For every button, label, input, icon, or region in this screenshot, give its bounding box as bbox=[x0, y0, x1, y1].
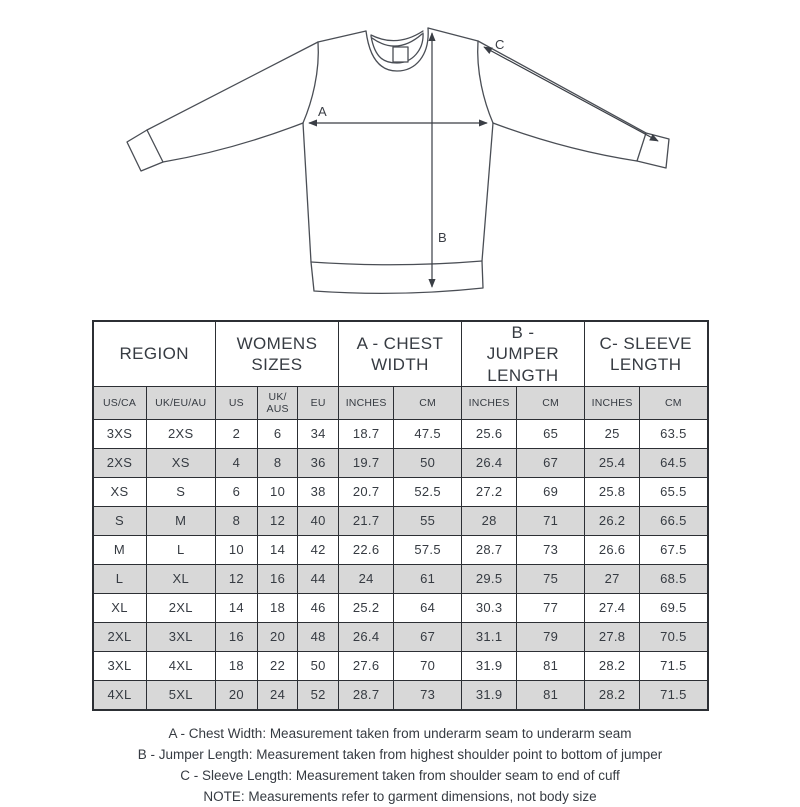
table-row bbox=[93, 477, 708, 506]
table-cell: XL bbox=[146, 564, 215, 593]
table-cell: 65.5 bbox=[640, 477, 708, 506]
table-cell: 6 bbox=[257, 419, 298, 448]
table-cell: 4XL bbox=[146, 651, 215, 680]
table-cell: 44 bbox=[298, 564, 339, 593]
table-cell: L bbox=[93, 564, 147, 593]
table-cell: 16 bbox=[215, 622, 257, 651]
table-cell: S bbox=[146, 477, 215, 506]
table-cell: 40 bbox=[298, 506, 339, 535]
table-cell: 20 bbox=[215, 680, 257, 710]
table-cell: 20.7 bbox=[338, 477, 393, 506]
table-cell: 42 bbox=[298, 535, 339, 564]
table-cell: 46 bbox=[298, 593, 339, 622]
header-chest-width: A - CHEST WIDTH bbox=[338, 321, 461, 386]
right-armhole-seam bbox=[478, 41, 493, 123]
table-cell: 57.5 bbox=[394, 535, 462, 564]
subheader-sleeve-inches: INCHES bbox=[584, 386, 639, 419]
table-cell: 4XL bbox=[93, 680, 147, 710]
measure-label-sleeve: C bbox=[495, 37, 505, 52]
jumper-diagram-svg bbox=[0, 0, 800, 312]
header-womens-sizes: WOMENS SIZES bbox=[215, 321, 338, 386]
table-cell: 67 bbox=[394, 622, 462, 651]
table-cell: 61 bbox=[394, 564, 462, 593]
table-cell: 25.4 bbox=[584, 448, 639, 477]
hem-band-top bbox=[311, 261, 482, 265]
table-row bbox=[93, 680, 708, 710]
table-cell: 25.6 bbox=[461, 419, 516, 448]
table-cell: 81 bbox=[517, 680, 585, 710]
table-cell: 27.8 bbox=[584, 622, 639, 651]
subheader-row bbox=[93, 386, 708, 419]
table-cell: 28 bbox=[461, 506, 516, 535]
table-row bbox=[93, 593, 708, 622]
table-cell: 2XS bbox=[146, 419, 215, 448]
table-cell: 28.7 bbox=[338, 680, 393, 710]
table-cell: 3XL bbox=[93, 651, 147, 680]
right-shoulder-line bbox=[428, 28, 478, 41]
table-cell: 71 bbox=[517, 506, 585, 535]
table-cell: 29.5 bbox=[461, 564, 516, 593]
subheader-length-cm: CM bbox=[517, 386, 585, 419]
table-cell: 69.5 bbox=[640, 593, 708, 622]
table-row bbox=[93, 535, 708, 564]
table-cell: 26.2 bbox=[584, 506, 639, 535]
table-cell: 73 bbox=[394, 680, 462, 710]
table-cell: 52 bbox=[298, 680, 339, 710]
table-cell: XL bbox=[93, 593, 147, 622]
table-cell: 24 bbox=[257, 680, 298, 710]
subheader-us-ca: US/CA bbox=[93, 386, 147, 419]
header-sleeve-length: C- SLEEVE LENGTH bbox=[584, 321, 707, 386]
table-cell: 69 bbox=[517, 477, 585, 506]
table-cell: 31.9 bbox=[461, 651, 516, 680]
table-cell: 2XL bbox=[93, 622, 147, 651]
table-cell: 67 bbox=[517, 448, 585, 477]
table-cell: 3XL bbox=[146, 622, 215, 651]
table-row bbox=[93, 651, 708, 680]
table-cell: 66.5 bbox=[640, 506, 708, 535]
table-cell: 38 bbox=[298, 477, 339, 506]
table-cell: 6 bbox=[215, 477, 257, 506]
table-cell: 71.5 bbox=[640, 651, 708, 680]
table-cell: XS bbox=[146, 448, 215, 477]
subheader-chest-inches: INCHES bbox=[338, 386, 393, 419]
subheader-uk-aus: UK/ AUS bbox=[257, 386, 298, 419]
table-cell: 18 bbox=[215, 651, 257, 680]
table-cell: 10 bbox=[257, 477, 298, 506]
body-right-seam bbox=[482, 123, 493, 261]
table-cell: 25.2 bbox=[338, 593, 393, 622]
neck-tag bbox=[393, 47, 408, 62]
table-cell: 70 bbox=[394, 651, 462, 680]
header-jumper-length: B - JUMPER LENGTH bbox=[461, 321, 584, 386]
table-cell: 26.4 bbox=[461, 448, 516, 477]
table-cell: 67.5 bbox=[640, 535, 708, 564]
table-cell: 50 bbox=[298, 651, 339, 680]
body-left-seam bbox=[303, 123, 311, 262]
table-cell: 52.5 bbox=[394, 477, 462, 506]
table-cell: 64 bbox=[394, 593, 462, 622]
subheader-uk-eu-au: UK/EU/AU bbox=[146, 386, 215, 419]
table-cell: 22 bbox=[257, 651, 298, 680]
subheader-eu: EU bbox=[298, 386, 339, 419]
table-cell: S bbox=[93, 506, 147, 535]
table-cell: 4 bbox=[215, 448, 257, 477]
measure-label-chest: A bbox=[318, 104, 327, 119]
table-cell: 20 bbox=[257, 622, 298, 651]
table-cell: 5XL bbox=[146, 680, 215, 710]
header-row bbox=[93, 321, 708, 386]
right-sleeve-outline bbox=[478, 41, 646, 133]
table-cell: XS bbox=[93, 477, 147, 506]
table-cell: 65 bbox=[517, 419, 585, 448]
table-cell: 71.5 bbox=[640, 680, 708, 710]
subheader-chest-cm: CM bbox=[394, 386, 462, 419]
table-row bbox=[93, 448, 708, 477]
size-table-body bbox=[93, 419, 708, 710]
table-row bbox=[93, 419, 708, 448]
table-cell: 25 bbox=[584, 419, 639, 448]
table-cell: L bbox=[146, 535, 215, 564]
table-cell: 26.4 bbox=[338, 622, 393, 651]
table-cell: 55 bbox=[394, 506, 462, 535]
table-cell: 25.8 bbox=[584, 477, 639, 506]
table-cell: 24 bbox=[338, 564, 393, 593]
table-cell: 8 bbox=[215, 506, 257, 535]
table-cell: 12 bbox=[215, 564, 257, 593]
table-cell: 48 bbox=[298, 622, 339, 651]
table-cell: 34 bbox=[298, 419, 339, 448]
subheader-length-inches: INCHES bbox=[461, 386, 516, 419]
table-cell: 73 bbox=[517, 535, 585, 564]
table-cell: 21.7 bbox=[338, 506, 393, 535]
table-cell: 64.5 bbox=[640, 448, 708, 477]
table-cell: 47.5 bbox=[394, 419, 462, 448]
table-cell: 8 bbox=[257, 448, 298, 477]
note-jumper-length: B - Jumper Length: Measurement taken from highest shoulder point to bottom of jumper bbox=[137, 746, 663, 762]
table-cell: 27.2 bbox=[461, 477, 516, 506]
table-cell: 2XL bbox=[146, 593, 215, 622]
table-cell: 22.6 bbox=[338, 535, 393, 564]
table-cell: 12 bbox=[257, 506, 298, 535]
table-cell: 36 bbox=[298, 448, 339, 477]
table-cell: 77 bbox=[517, 593, 585, 622]
table-cell: 2 bbox=[215, 419, 257, 448]
table-cell: 28.7 bbox=[461, 535, 516, 564]
hem-band-outline bbox=[311, 261, 483, 293]
table-cell: M bbox=[93, 535, 147, 564]
table-cell: 10 bbox=[215, 535, 257, 564]
note-chest-width: A - Chest Width: Measurement taken from underarm seam to underarm seam bbox=[168, 725, 632, 741]
measure-label-length: B bbox=[438, 230, 447, 245]
note-garment-dimensions: NOTE: Measurements refer to garment dimensions, not body size bbox=[203, 788, 597, 804]
jumper-measurement-diagram bbox=[0, 0, 800, 312]
table-cell: 50 bbox=[394, 448, 462, 477]
table-cell: 75 bbox=[517, 564, 585, 593]
left-armhole-seam bbox=[303, 42, 318, 123]
table-cell: 19.7 bbox=[338, 448, 393, 477]
table-cell: 63.5 bbox=[640, 419, 708, 448]
table-cell: M bbox=[146, 506, 215, 535]
table-cell: 2XS bbox=[93, 448, 147, 477]
table-row bbox=[93, 506, 708, 535]
table-row bbox=[93, 564, 708, 593]
header-region: REGION bbox=[93, 321, 216, 386]
left-shoulder-line bbox=[318, 31, 366, 42]
table-cell: 3XS bbox=[93, 419, 147, 448]
right-sleeve-underside bbox=[493, 123, 637, 161]
table-cell: 27.4 bbox=[584, 593, 639, 622]
table-cell: 27.6 bbox=[338, 651, 393, 680]
table-cell: 26.6 bbox=[584, 535, 639, 564]
table-cell: 18.7 bbox=[338, 419, 393, 448]
table-cell: 31.9 bbox=[461, 680, 516, 710]
table-cell: 14 bbox=[215, 593, 257, 622]
table-cell: 14 bbox=[257, 535, 298, 564]
table-cell: 28.2 bbox=[584, 651, 639, 680]
measure-arrow-sleeve bbox=[484, 47, 658, 141]
subheader-sleeve-cm: CM bbox=[640, 386, 708, 419]
measurement-notes bbox=[0, 723, 800, 807]
table-cell: 18 bbox=[257, 593, 298, 622]
table-cell: 28.2 bbox=[584, 680, 639, 710]
size-chart-table bbox=[92, 320, 709, 711]
table-row bbox=[93, 622, 708, 651]
table-cell: 31.1 bbox=[461, 622, 516, 651]
table-cell: 68.5 bbox=[640, 564, 708, 593]
left-sleeve-outline bbox=[147, 42, 318, 130]
left-sleeve-underside bbox=[163, 123, 303, 162]
left-cuff bbox=[127, 130, 163, 171]
table-cell: 16 bbox=[257, 564, 298, 593]
table-cell: 27 bbox=[584, 564, 639, 593]
table-cell: 70.5 bbox=[640, 622, 708, 651]
subheader-us: US bbox=[215, 386, 257, 419]
table-cell: 79 bbox=[517, 622, 585, 651]
table-cell: 30.3 bbox=[461, 593, 516, 622]
table-cell: 81 bbox=[517, 651, 585, 680]
note-sleeve-length: C - Sleeve Length: Measurement taken from shoulder seam to end of cuff bbox=[180, 767, 620, 783]
